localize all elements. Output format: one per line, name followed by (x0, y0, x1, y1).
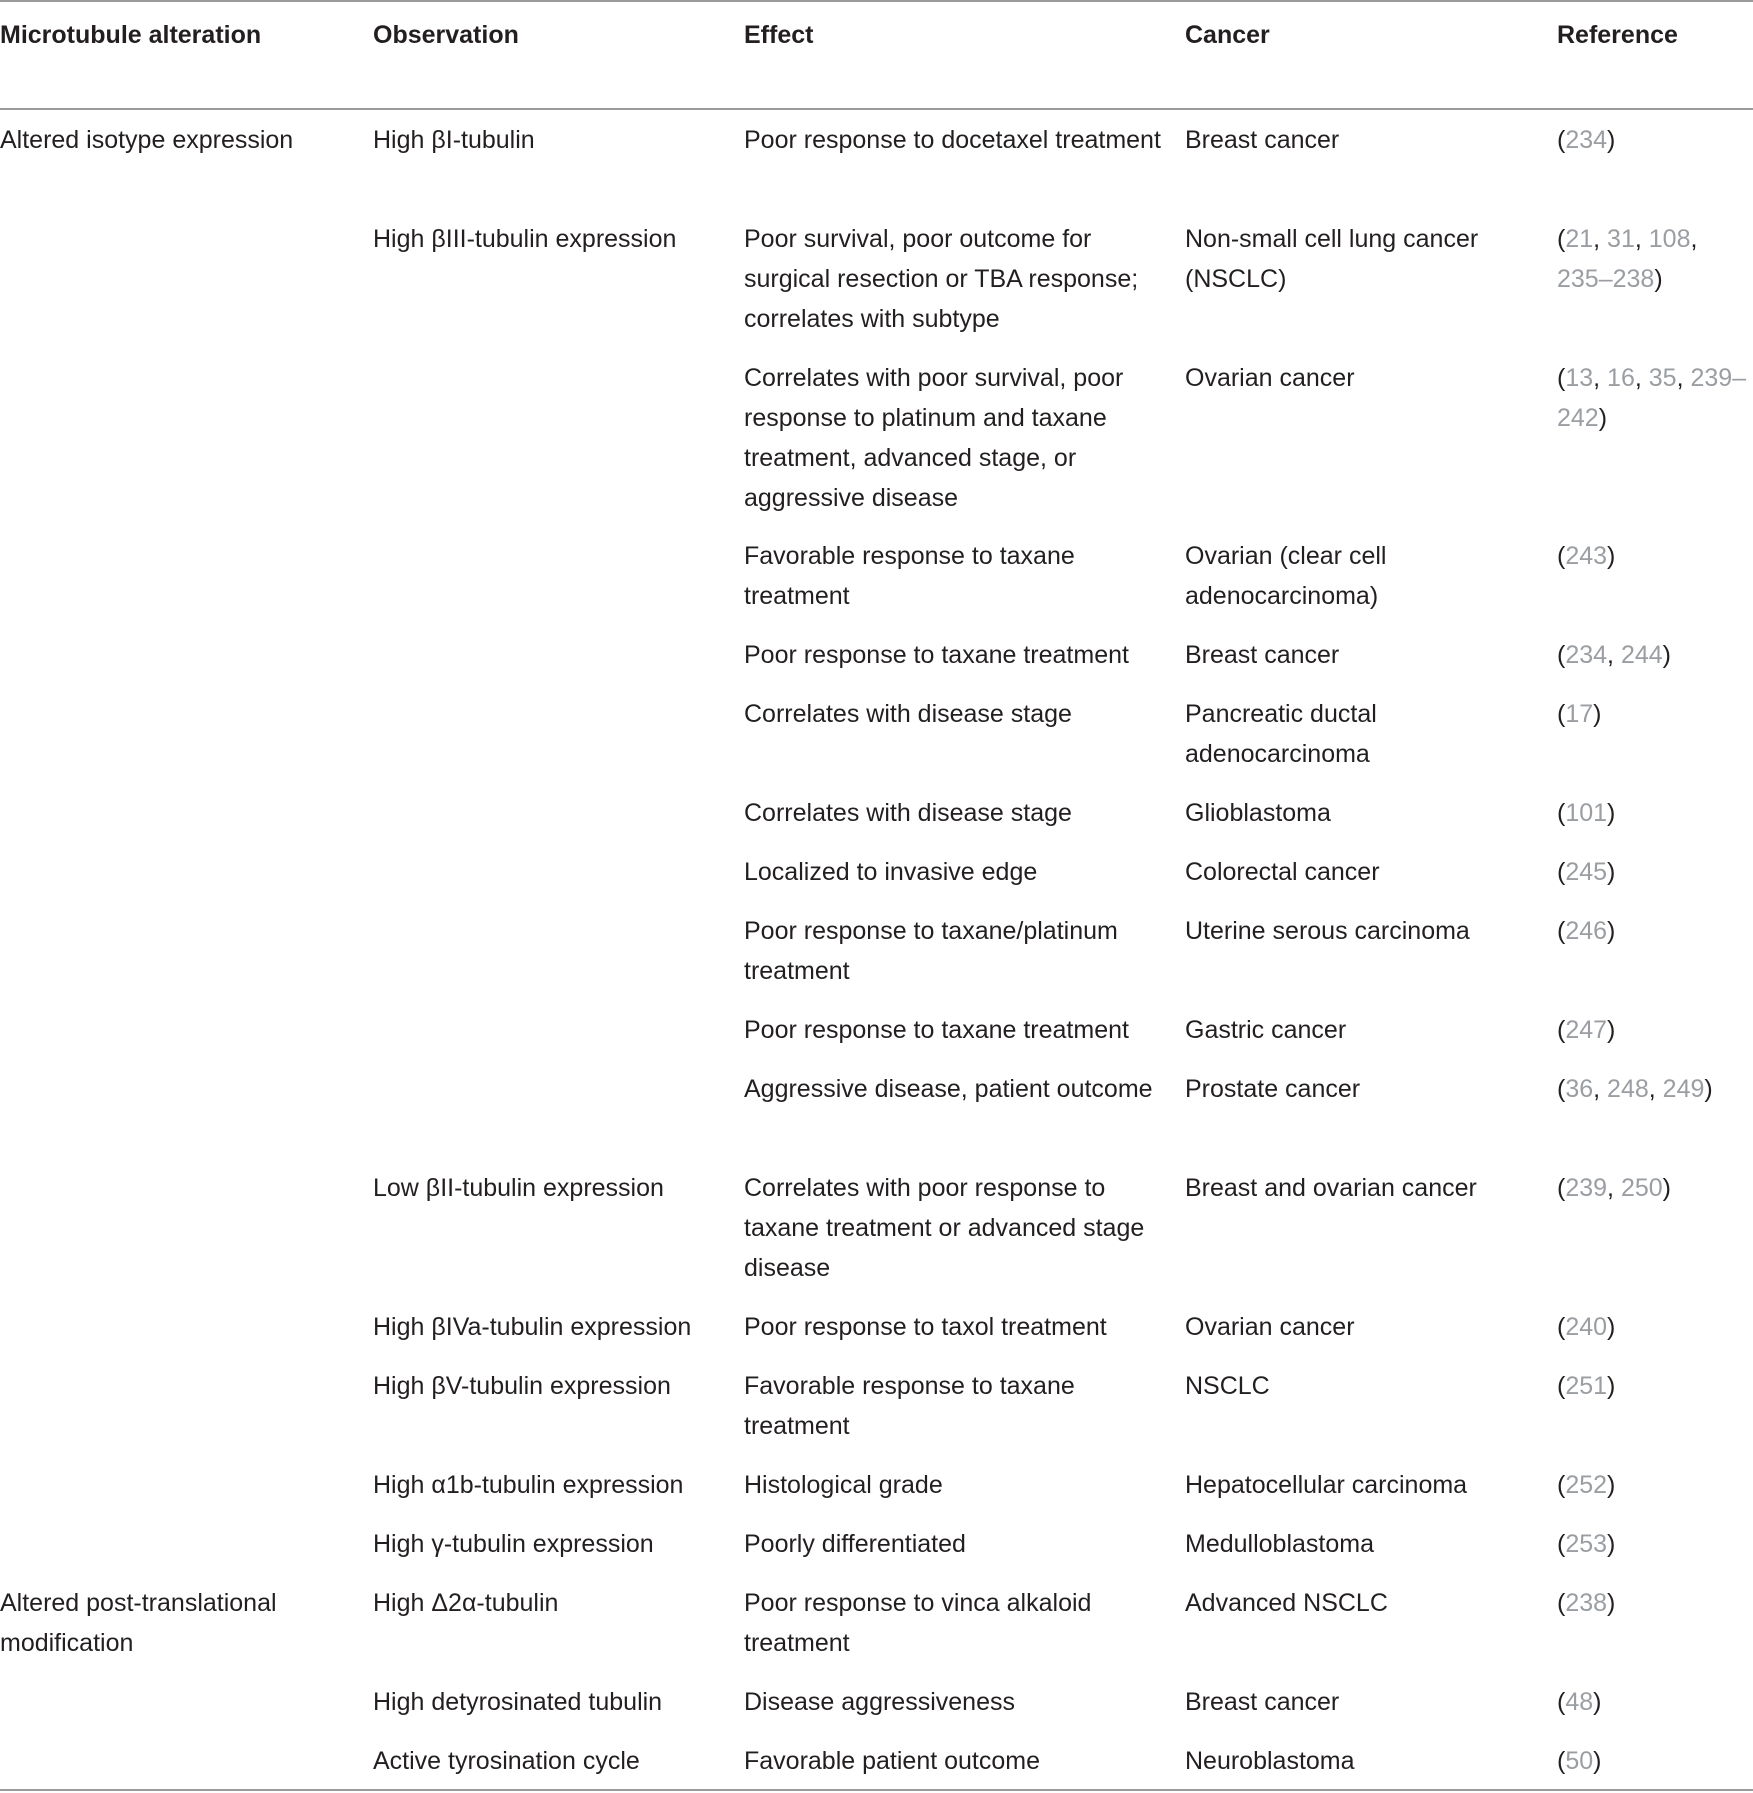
cell-reference: (50) (1557, 1747, 1602, 1775)
cell-cancer: Non-small cell lung cancer (NSCLC) (1185, 225, 1479, 293)
cell-observation: High βV-tubulin expression (373, 1372, 671, 1400)
reference-link[interactable]: 239–242 (1557, 364, 1747, 432)
cell-effect: Favorable patient outcome (744, 1747, 1041, 1775)
reference-link[interactable]: 234 (1565, 126, 1608, 154)
cell-reference: (234) (1557, 126, 1616, 154)
reference-link[interactable]: 48 (1565, 1688, 1594, 1716)
column-header-observation: Observation (373, 21, 519, 49)
cell-effect: Correlates with disease stage (744, 700, 1072, 728)
cell-cancer: Ovarian cancer (1185, 1313, 1355, 1341)
cell-cancer: Advanced NSCLC (1185, 1589, 1388, 1617)
column-header-reference: Reference (1557, 21, 1678, 49)
table-bottom-rule (0, 1789, 1753, 1791)
cell-reference: (239, 250) (1557, 1174, 1671, 1202)
cell-cancer: Ovarian cancer (1185, 364, 1355, 392)
cell-cancer: Medulloblastoma (1185, 1530, 1374, 1558)
cell-cancer: Breast cancer (1185, 641, 1340, 669)
reference-link[interactable]: 247 (1565, 1016, 1608, 1044)
cell-cancer: Prostate cancer (1185, 1075, 1361, 1103)
cell-effect: Poorly differentiated (744, 1530, 966, 1558)
cell-observation: Active tyrosination cycle (373, 1747, 640, 1775)
cell-cancer: NSCLC (1185, 1372, 1270, 1400)
cell-observation: High Δ2α-tubulin (373, 1589, 559, 1617)
cell-effect: Poor response to taxol treatment (744, 1313, 1107, 1341)
cell-effect: Poor survival, poor outcome for surgical resection or TBA response; correlates with subtype (744, 225, 1139, 333)
cell-effect: Favorable response to taxane treatment (744, 1372, 1075, 1440)
cell-effect: Disease aggressiveness (744, 1688, 1015, 1716)
reference-link[interactable]: 248 (1607, 1075, 1649, 1103)
cell-reference: (48) (1557, 1688, 1602, 1716)
table-header-rule (0, 108, 1753, 110)
cell-effect: Poor response to vinca alkaloid treatment (744, 1589, 1092, 1657)
cell-effect: Localized to invasive edge (744, 858, 1038, 886)
cell-reference: (243) (1557, 542, 1616, 570)
cell-cancer: Uterine serous carcinoma (1185, 917, 1470, 945)
reference-link[interactable]: 234 (1565, 641, 1608, 669)
cell-reference: (17) (1557, 700, 1602, 728)
reference-link[interactable]: 101 (1565, 799, 1608, 827)
cell-cancer: Ovarian (clear cell adenocarcinoma) (1185, 542, 1387, 610)
reference-link[interactable]: 238 (1565, 1589, 1608, 1617)
cell-effect: Correlates with disease stage (744, 799, 1072, 827)
reference-link[interactable]: 239 (1565, 1174, 1608, 1202)
cell-reference: (252) (1557, 1471, 1616, 1499)
cell-effect: Aggressive disease, patient outcome (744, 1075, 1153, 1103)
cell-cancer: Pancreatic ductal adenocarcinoma (1185, 700, 1377, 768)
reference-link[interactable]: 253 (1565, 1530, 1608, 1558)
cell-reference: (253) (1557, 1530, 1616, 1558)
reference-link[interactable]: 31 (1607, 225, 1635, 253)
reference-link[interactable]: 50 (1565, 1747, 1594, 1775)
reference-link[interactable]: 243 (1565, 542, 1608, 570)
reference-link[interactable]: 235–238 (1557, 265, 1655, 293)
cell-observation: High detyrosinated tubulin (373, 1688, 663, 1716)
cell-cancer: Breast cancer (1185, 126, 1340, 154)
reference-link[interactable]: 245 (1565, 858, 1608, 886)
cell-cancer: Breast and ovarian cancer (1185, 1174, 1477, 1202)
cell-reference: (245) (1557, 858, 1616, 886)
reference-link[interactable]: 244 (1620, 641, 1663, 669)
table-header-row (0, 0, 1753, 108)
reference-link[interactable]: 249 (1662, 1075, 1705, 1103)
column-header-cancer: Cancer (1185, 21, 1270, 49)
reference-link[interactable]: 17 (1565, 700, 1594, 728)
cell-effect: Correlates with poor response to taxane treatment or advanced stage disease (744, 1174, 1145, 1282)
cell-observation: High βI-tubulin (373, 126, 535, 154)
cell-observation: High βIII-tubulin expression (373, 225, 677, 253)
cell-effect: Correlates with poor survival, poor response to platinum and taxane treatment, advanced stage, or aggressive disease (744, 364, 1124, 512)
cell-reference: (234, 244) (1557, 641, 1671, 669)
cell-alteration: Altered isotype expression (0, 126, 294, 154)
cell-effect: Poor response to docetaxel treatment (744, 126, 1161, 154)
cell-effect: Poor response to taxane/platinum treatment (744, 917, 1118, 985)
cell-reference: (247) (1557, 1016, 1616, 1044)
cell-reference: (101) (1557, 799, 1616, 827)
cell-cancer: Glioblastoma (1185, 799, 1331, 827)
cell-effect: Histological grade (744, 1471, 943, 1499)
cell-observation: Low βII-tubulin expression (373, 1174, 664, 1202)
column-header-effect: Effect (744, 21, 814, 49)
reference-link[interactable]: 252 (1565, 1471, 1608, 1499)
cell-effect: Favorable response to taxane treatment (744, 542, 1075, 610)
reference-link[interactable]: 108 (1648, 225, 1691, 253)
cell-reference: (246) (1557, 917, 1616, 945)
cell-reference: (251) (1557, 1372, 1616, 1400)
cell-reference: (238) (1557, 1589, 1616, 1617)
cell-reference: (240) (1557, 1313, 1616, 1341)
reference-link[interactable]: 246 (1565, 917, 1608, 945)
reference-link[interactable]: 250 (1620, 1174, 1663, 1202)
reference-link[interactable]: 240 (1565, 1313, 1608, 1341)
reference-link[interactable]: 36 (1565, 1075, 1594, 1103)
cell-cancer: Colorectal cancer (1185, 858, 1380, 886)
cell-cancer: Gastric cancer (1185, 1016, 1347, 1044)
reference-link[interactable]: 35 (1648, 364, 1677, 392)
reference-link[interactable]: 21 (1565, 225, 1594, 253)
cell-cancer: Hepatocellular carcinoma (1185, 1471, 1468, 1499)
cell-cancer: Neuroblastoma (1185, 1747, 1355, 1775)
cell-reference: (21, 31, 108, 235–238) (1557, 225, 1698, 293)
cell-observation: High α1b-tubulin expression (373, 1471, 684, 1499)
cell-effect: Poor response to taxane treatment (744, 641, 1129, 669)
cell-reference: (36, 248, 249) (1557, 1075, 1713, 1103)
reference-link[interactable]: 13 (1565, 364, 1594, 392)
cell-reference: (13, 16, 35, 239–242) (1557, 364, 1747, 432)
cell-observation: High γ-tubulin expression (373, 1530, 654, 1558)
cell-effect: Poor response to taxane treatment (744, 1016, 1129, 1044)
reference-link[interactable]: 251 (1565, 1372, 1608, 1400)
cell-observation: High βIVa-tubulin expression (373, 1313, 692, 1341)
column-header-alteration: Microtubule alteration (0, 21, 262, 49)
cell-cancer: Breast cancer (1185, 1688, 1340, 1716)
cell-alteration: Altered post-translational modification (0, 1589, 277, 1657)
reference-link[interactable]: 16 (1607, 364, 1635, 392)
